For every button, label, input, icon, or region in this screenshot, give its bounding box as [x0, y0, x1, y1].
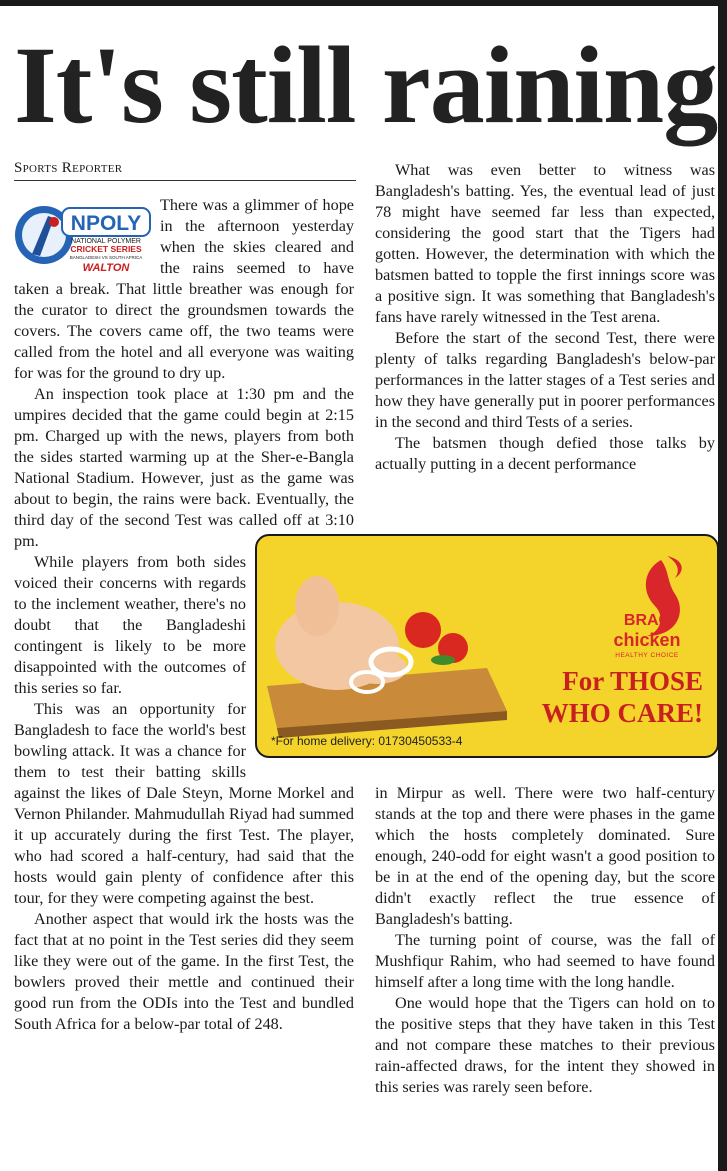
paragraph: Before the start of the second Test, there were plenty of talks regarding Bangladesh's below-par performances in the latter stages of a Test series and how they have generally put in poorer performances in the second and third Tests of a series. [375, 329, 715, 431]
svg-text:NATIONAL POLYMER: NATIONAL POLYMER [71, 238, 141, 245]
article-column-2 [375, 160, 715, 475]
advert-tagline: For THOSE [562, 666, 703, 696]
paragraph: in Mirpur as well. There were two half-century stands at the top and there were phases in the game which the hosts completely dominated. Sure enough, 240-odd for eight wasn't a good position to be in at the end of the opening day, but the score didn't exactly reflect the true essence of Bangladesh's batting. [375, 784, 715, 928]
paragraph: What was even better to witness was Bangladesh's batting. Yes, the eventual lead of just 78 might have seemed far less than expected, considering the good start that the Tigers had gotten. However, the determination with which the batsmen batted to topple the first innings score was a positive sign. It was something that Bangladesh's fans have rarely witnessed in the Test arena. [375, 161, 715, 326]
headline: It's still raining [14, 24, 718, 146]
advert-brand-product: chicken [613, 630, 681, 650]
paragraph: One would hope that the Tigers can hold on to the positive steps that they have taken in this Test and not compare these matches to their previous rain-affected draws, for the intent they showed in this series was rarely seen before. [375, 994, 715, 1096]
svg-text:WALTON: WALTON [82, 262, 130, 274]
paragraph: The turning point of course, was the fall of Mushfiqur Rahim, who had seemed to have found himself after a long time with the long handle. [375, 931, 715, 991]
top-rule [0, 0, 727, 6]
paragraph: While players from both sides voiced their concerns with regards to the inclement weather, there's no doubt that the Bangladeshi contingent is likely to be more disappointed with the outcomes of this series so far. [14, 553, 246, 697]
page-edge [718, 0, 727, 1171]
paragraph: Another aspect that would irk the hosts was the fact that at no point in the Test series did they seem like they were out of the game. In the first Test, the bowlers proved their mettle and continued their good run from the ODIs into the Test and bundled South Africa for a below-par total of 248. [14, 910, 354, 1033]
svg-text:BANGLADESH VS SOUTH AFRICA: BANGLADESH VS SOUTH AFRICA [69, 255, 143, 260]
paragraph: An inspection took place at 1:30 pm and the umpires decided that the game could begin at 2:15 pm. Charged up with the news, players from both the sides started warming up at the Sher-e-Bangla National Stadium. However, just as the game was about to begin, the rains were back. Eventually, the third day of the second Test was called off at 3:10 pm. [14, 385, 354, 550]
advert-tagline: WHO CARE! [541, 698, 703, 728]
article-column-3 [375, 783, 715, 1098]
advert-brand: BRAC [623, 612, 671, 629]
paragraph: The batsmen though defied those talks by actually putting in a decent performance [375, 434, 715, 473]
advert-brand-slogan: HEALTHY CHOICE [615, 652, 679, 659]
paragraph: There was a glimmer of hope in the afternoon yesterday when the skies cleared and the rains seemed to have taken a break. That little breather was enough for the curator to direct the groundsmen towards the covers. The covers came off, the two teams were called from the hotel and all everyone was waiting for was for the ground to dry up. [14, 196, 354, 382]
advertisement [255, 534, 719, 758]
byline: Sports Reporter [14, 160, 356, 181]
advert-delivery-phone: *For home delivery: 01730450533-4 [271, 734, 463, 748]
paragraph: This was an opportunity for Bangladesh to face the world's best bowling attack. It was a chance for them to test their batting skills against the likes of Dale Steyn, Morne Morkel and Vernon Philander. Mahmudullah Riyad had summed it up accurately during the first Test. The player, who had scored a half-century, had said that the hosts would gain plenty of confidence after this tour, for they were competing against the best. [14, 700, 354, 907]
svg-text:CRICKET SERIES: CRICKET SERIES [70, 244, 142, 254]
svg-text:NPOLY: NPOLY [70, 212, 142, 235]
series-logo [14, 196, 154, 274]
